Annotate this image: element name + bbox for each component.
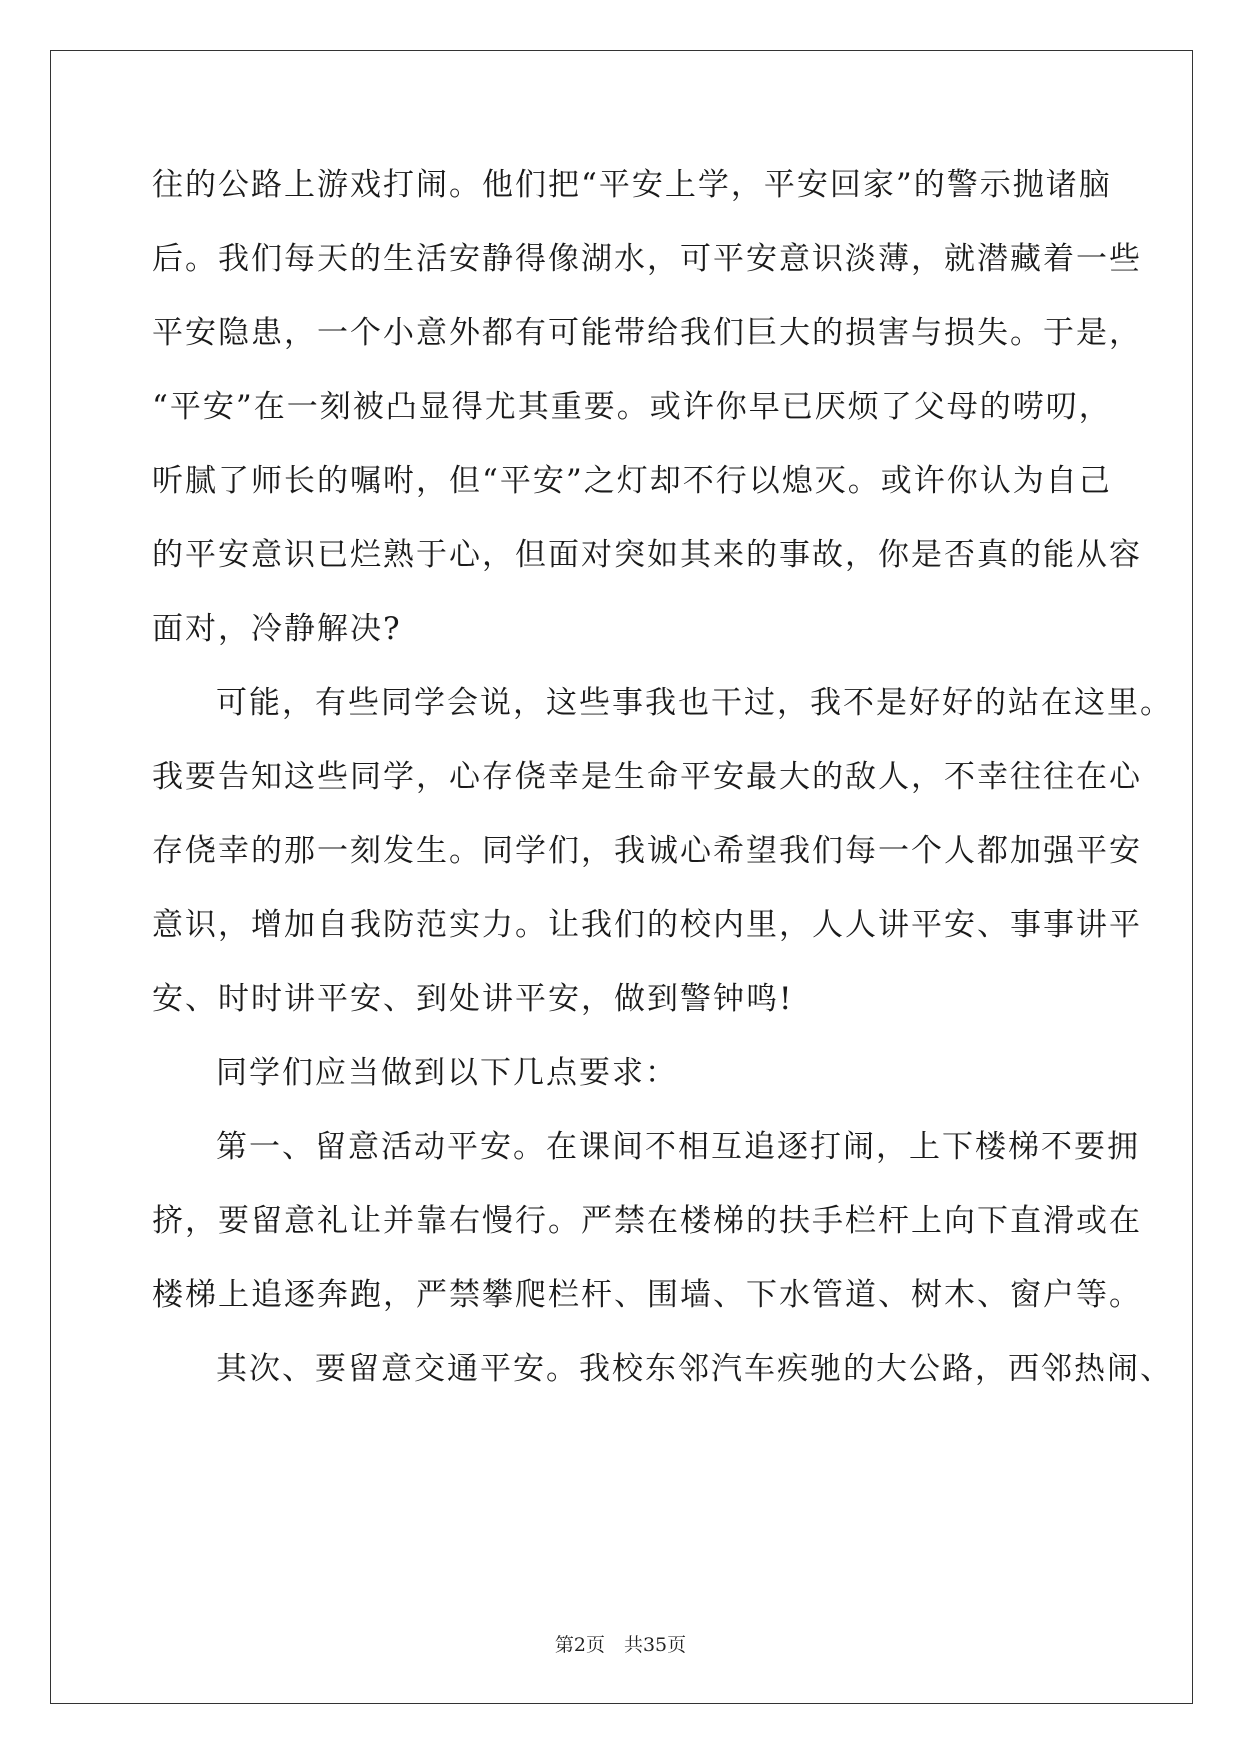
text-line: 平安隐患，一个小意外都有可能带给我们巨大的损害与损失。于是， [152, 315, 1142, 351]
text-line: 我要告知这些同学，心存侥幸是生命平安最大的敌人，不幸往往在心 [152, 759, 1142, 795]
text-line: 安、时时讲平安、到处讲平安，做到警钟鸣! [152, 981, 794, 1017]
text-line: 往的公路上游戏打闹。他们把“平安上学，平安回家”的警示抛诸脑 [152, 167, 1112, 203]
text-line: 后。我们每天的生活安静得像湖水，可平安意识淡薄，就潜藏着一些 [152, 241, 1142, 277]
text-line: “平安”在一刻被凸显得尤其重要。或许你早已厌烦了父母的唠叨， [152, 389, 1112, 425]
text-line: 意识，增加自我防范实力。让我们的校内里，人人讲平安、事事讲平 [152, 907, 1142, 943]
text-line: 面对，冷静解决? [152, 611, 402, 647]
text-line: 楼梯上追逐奔跑，严禁攀爬栏杆、围墙、下水管道、树木、窗户等。 [152, 1277, 1142, 1313]
text-line: 的平安意识已烂熟于心，但面对突如其来的事故，你是否真的能从容 [152, 537, 1142, 573]
text-line: 存侥幸的那一刻发生。同学们，我诚心希望我们每一个人都加强平安 [152, 833, 1142, 869]
page-border [50, 50, 1193, 1704]
page-number: 第2页 共35页 [554, 1634, 687, 1656]
paragraph-start-line: 第一、留意活动平安。在课间不相互追逐打闹，上下楼梯不要拥 [216, 1129, 1140, 1165]
paragraph-start-line: 可能，有些同学会说，这些事我也干过，我不是好好的站在这里。 [216, 685, 1173, 721]
paragraph-start-line: 其次、要留意交通平安。我校东邻汽车疾驰的大公路，西邻热闹、 [216, 1351, 1173, 1387]
text-line: 挤，要留意礼让并靠右慢行。严禁在楼梯的扶手栏杆上向下直滑或在 [152, 1203, 1142, 1239]
paragraph-start-line: 同学们应当做到以下几点要求： [216, 1055, 678, 1091]
text-line: 听腻了师长的嘱咐，但“平安”之灯却不行以熄灭。或许你认为自己 [152, 463, 1112, 499]
